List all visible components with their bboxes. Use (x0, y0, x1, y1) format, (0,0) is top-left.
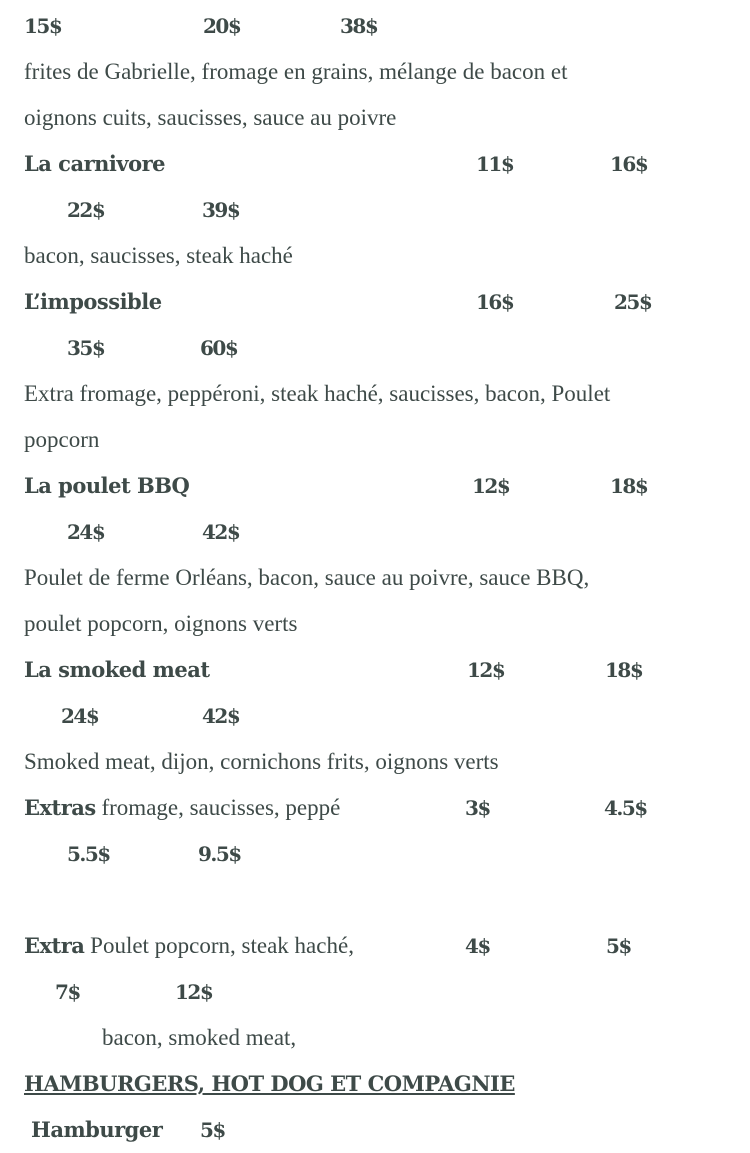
price-large: 38$ (340, 14, 378, 38)
price-large: 35$ (67, 336, 105, 360)
extras-row (0, 785, 750, 831)
price-medium: 20$ (203, 14, 241, 38)
description-line (0, 371, 750, 417)
item-description: bacon, saucisses, steak haché (24, 243, 293, 268)
price-large: 24$ (61, 704, 99, 728)
extras-description-continued: bacon, smoked meat, (102, 1025, 297, 1050)
price-row (0, 325, 750, 371)
section-heading-row (0, 1061, 750, 1107)
price-medium: 5$ (606, 934, 631, 958)
item-name: La carnivore (24, 151, 166, 176)
price-small: 15$ (24, 14, 62, 38)
price-small: 16$ (476, 290, 514, 314)
extras-description (24, 785, 340, 831)
price-small: 12$ (467, 658, 505, 682)
price-row (0, 3, 750, 49)
price-row (0, 187, 750, 233)
price-medium: 4.5$ (604, 796, 647, 820)
price-xlarge: 39$ (202, 198, 240, 222)
price-xlarge: 60$ (200, 336, 238, 360)
description-line (0, 95, 750, 141)
item-description: Extra fromage, peppéroni, steak haché, saucisses, bacon, Poulet (24, 381, 611, 406)
description-line (0, 233, 750, 279)
extras-label: Extras (24, 795, 96, 820)
extras-label: Extra (24, 933, 85, 958)
item-name: La poulet BBQ (24, 473, 190, 498)
item-name: Hamburger (31, 1117, 163, 1142)
price-small: 5$ (200, 1118, 225, 1142)
price-medium: 16$ (610, 152, 648, 176)
menu-item-row (0, 1107, 750, 1153)
item-description: Smoked meat, dijon, cornichons frits, oignons verts (24, 749, 499, 774)
price-row (0, 693, 750, 739)
price-large: 24$ (67, 520, 105, 544)
extras-description (24, 923, 354, 969)
price-small: 4$ (465, 934, 490, 958)
description-line (0, 555, 750, 601)
price-xlarge: 12$ (175, 980, 213, 1004)
description-line (0, 601, 750, 647)
section-heading: HAMBURGERS, HOT DOG ET COMPAGNIE (24, 1071, 515, 1096)
menu-item-row (0, 463, 750, 509)
price-medium: 18$ (605, 658, 643, 682)
price-small: 3$ (465, 796, 490, 820)
price-large: 7$ (55, 980, 80, 1004)
description-line (0, 49, 750, 95)
price-row (0, 509, 750, 555)
price-small: 12$ (472, 474, 510, 498)
item-name: L’impossible (24, 289, 162, 314)
item-description: poulet popcorn, oignons verts (24, 611, 298, 636)
price-medium: 18$ (610, 474, 648, 498)
menu-item-row (0, 647, 750, 693)
description-line (0, 417, 750, 463)
price-xlarge: 9.5$ (198, 842, 241, 866)
extras-row (0, 923, 750, 969)
description-line (0, 739, 750, 785)
item-description: Poulet de ferme Orléans, bacon, sauce au poivre, sauce BBQ, (24, 565, 590, 590)
price-xlarge: 42$ (202, 520, 240, 544)
menu-item-row (0, 141, 750, 187)
price-large: 5.5$ (67, 842, 110, 866)
price-row (0, 831, 750, 877)
price-row (0, 969, 750, 1015)
item-description: frites de Gabrielle, fromage en grains, mélange de bacon et (24, 59, 568, 84)
extras-text: Poulet popcorn, steak haché, (84, 933, 354, 958)
price-large: 22$ (67, 198, 105, 222)
extras-text: fromage, saucisses, peppé (95, 795, 341, 820)
item-description: popcorn (24, 427, 100, 452)
item-name: La smoked meat (24, 657, 210, 682)
price-xlarge: 42$ (202, 704, 240, 728)
price-medium: 25$ (614, 290, 652, 314)
price-small: 11$ (476, 152, 514, 176)
description-line (0, 1015, 750, 1061)
menu-item-row (0, 279, 750, 325)
item-description: oignons cuits, saucisses, sauce au poivre (24, 105, 397, 130)
